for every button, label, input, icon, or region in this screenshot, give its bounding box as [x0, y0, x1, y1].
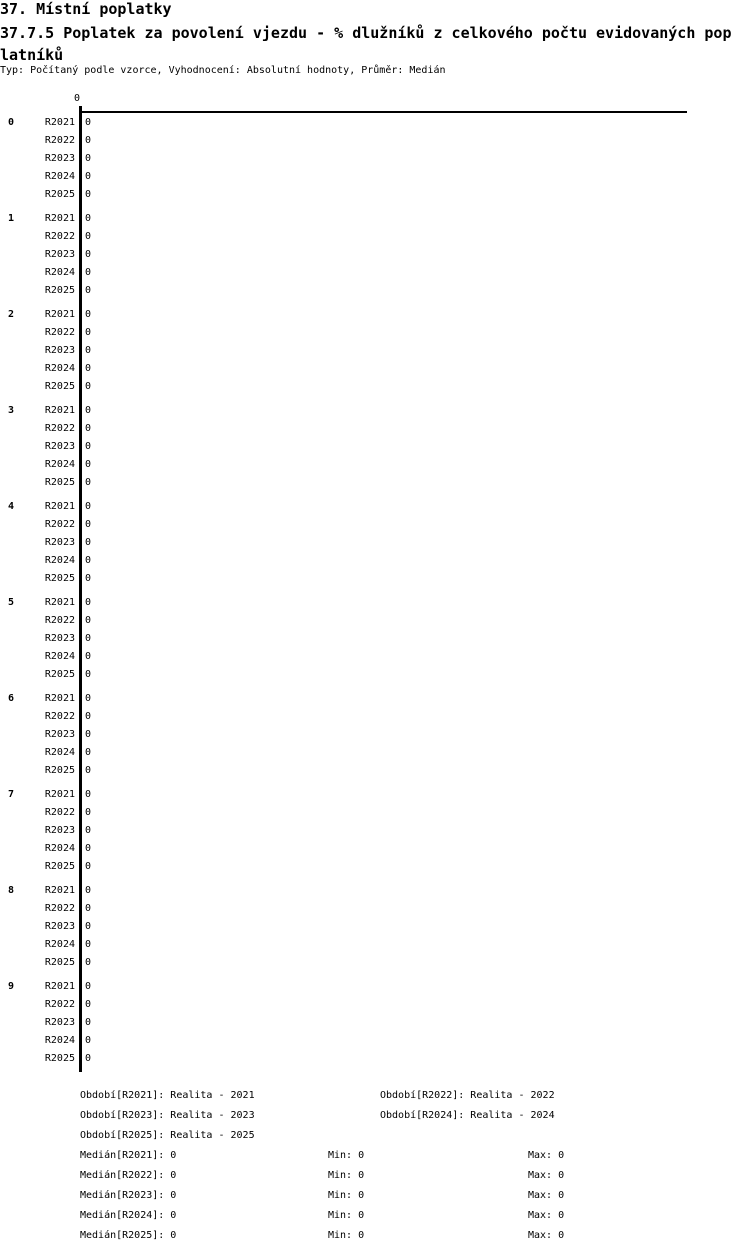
- legend-period-entry: Období[R2024]: Realita - 2024: [380, 1110, 555, 1121]
- stat-max: Max: 0: [528, 1170, 565, 1181]
- bar-value-label: 0: [85, 693, 92, 704]
- bar-value-label: 0: [85, 327, 92, 338]
- period-row-label: R2022: [44, 711, 75, 722]
- chart-row: [0, 150, 750, 168]
- legend-period-entry: Období[R2023]: Realita - 2023: [80, 1110, 255, 1121]
- chart-row: [0, 456, 750, 474]
- chart-row: [0, 474, 750, 492]
- period-row-label: R2024: [44, 651, 75, 662]
- chart-row: [0, 882, 750, 900]
- bar-value-label: 0: [85, 807, 92, 818]
- legend-period-entry: Období[R2021]: Realita - 2021: [80, 1090, 255, 1101]
- period-row-label: R2023: [44, 249, 75, 260]
- chart-row: [0, 210, 750, 228]
- group-label: 7: [8, 789, 15, 800]
- period-row-label: R2024: [44, 171, 75, 182]
- chart-row: [0, 822, 750, 840]
- chart-row: [0, 612, 750, 630]
- bar-value-label: 0: [85, 441, 92, 452]
- period-row-label: R2021: [44, 213, 75, 224]
- bar-value-label: 0: [85, 135, 92, 146]
- period-row-label: R2021: [44, 789, 75, 800]
- period-row-label: R2022: [44, 519, 75, 530]
- bar-value-label: 0: [85, 615, 92, 626]
- period-row-label: R2025: [44, 765, 75, 776]
- chart-row: [0, 744, 750, 762]
- period-row-label: R2023: [44, 345, 75, 356]
- period-row-label: R2024: [44, 747, 75, 758]
- chart-row: [0, 306, 750, 324]
- stat-min: Min: 0: [328, 1210, 365, 1221]
- group-label: 5: [8, 597, 15, 608]
- chart-row: [0, 246, 750, 264]
- bar-value-label: 0: [85, 957, 92, 968]
- bar-value-label: 0: [85, 765, 92, 776]
- period-row-label: R2025: [44, 573, 75, 584]
- bar-value-label: 0: [85, 519, 92, 530]
- legend-period-entry: Období[R2025]: Realita - 2025: [80, 1130, 255, 1141]
- report-section-title: 37. Místní poplatky: [0, 0, 172, 18]
- chart-row: [0, 324, 750, 342]
- period-row-label: R2022: [44, 903, 75, 914]
- bar-value-label: 0: [85, 153, 92, 164]
- period-row-label: R2025: [44, 861, 75, 872]
- chart-row: [0, 1050, 750, 1068]
- chart-row: [0, 840, 750, 858]
- chart-row: [0, 708, 750, 726]
- chart-row: [0, 648, 750, 666]
- period-row-label: R2025: [44, 957, 75, 968]
- bar-value-label: 0: [85, 861, 92, 872]
- chart-row: [0, 978, 750, 996]
- bar-value-label: 0: [85, 729, 92, 740]
- bar-value-label: 0: [85, 633, 92, 644]
- period-row-label: R2023: [44, 153, 75, 164]
- bar-value-label: 0: [85, 939, 92, 950]
- period-row-label: R2024: [44, 363, 75, 374]
- bar-value-label: 0: [85, 825, 92, 836]
- bar-value-label: 0: [85, 117, 92, 128]
- bar-value-label: 0: [85, 669, 92, 680]
- period-row-label: R2023: [44, 633, 75, 644]
- bar-value-label: 0: [85, 1017, 92, 1028]
- chart-row: [0, 516, 750, 534]
- bar-value-label: 0: [85, 267, 92, 278]
- bar-value-label: 0: [85, 501, 92, 512]
- chart-row: [0, 360, 750, 378]
- chart-row: [0, 1014, 750, 1032]
- period-row-label: R2022: [44, 999, 75, 1010]
- period-row-label: R2021: [44, 309, 75, 320]
- bar-value-label: 0: [85, 249, 92, 260]
- stat-median: Medián[R2022]: 0: [80, 1170, 177, 1181]
- chart-row: [0, 228, 750, 246]
- chart-row: [0, 900, 750, 918]
- period-row-label: R2025: [44, 285, 75, 296]
- stat-max: Max: 0: [528, 1150, 565, 1161]
- period-row-label: R2021: [44, 885, 75, 896]
- bar-value-label: 0: [85, 1053, 92, 1064]
- chart-row: [0, 594, 750, 612]
- group-label: 1: [8, 213, 15, 224]
- chart-row: [0, 690, 750, 708]
- chart-row: [0, 996, 750, 1014]
- chart-row: [0, 858, 750, 876]
- bar-value-label: 0: [85, 345, 92, 356]
- bar-value-label: 0: [85, 213, 92, 224]
- chart-row: [0, 498, 750, 516]
- chart-row: [0, 570, 750, 588]
- period-row-label: R2024: [44, 459, 75, 470]
- chart-row: [0, 264, 750, 282]
- stat-median: Medián[R2025]: 0: [80, 1230, 177, 1241]
- group-label: 6: [8, 693, 15, 704]
- chart-row: [0, 1032, 750, 1050]
- bar-value-label: 0: [85, 843, 92, 854]
- bar-value-label: 0: [85, 555, 92, 566]
- period-row-label: R2021: [44, 117, 75, 128]
- report-meta-line: Typ: Počítaný podle vzorce, Vyhodnocení: Absolutní hodnoty, Průměr: Medián: [0, 65, 446, 76]
- stat-median: Medián[R2024]: 0: [80, 1210, 177, 1221]
- x-axis-line: [79, 111, 687, 113]
- chart-row: [0, 114, 750, 132]
- chart-row: [0, 726, 750, 744]
- chart-row: [0, 786, 750, 804]
- bar-value-label: 0: [85, 573, 92, 584]
- period-row-label: R2023: [44, 825, 75, 836]
- period-row-label: R2022: [44, 327, 75, 338]
- period-row-label: R2025: [44, 381, 75, 392]
- stat-min: Min: 0: [328, 1230, 365, 1241]
- chart-row: [0, 378, 750, 396]
- chart-row: [0, 402, 750, 420]
- group-label: 3: [8, 405, 15, 416]
- period-row-label: R2023: [44, 729, 75, 740]
- bar-value-label: 0: [85, 285, 92, 296]
- period-row-label: R2023: [44, 921, 75, 932]
- bar-value-label: 0: [85, 423, 92, 434]
- bar-value-label: 0: [85, 903, 92, 914]
- chart-row: [0, 552, 750, 570]
- period-row-label: R2021: [44, 597, 75, 608]
- bar-value-label: 0: [85, 231, 92, 242]
- group-label: 0: [8, 117, 15, 128]
- chart-row: [0, 804, 750, 822]
- stat-max: Max: 0: [528, 1230, 565, 1241]
- period-row-label: R2021: [44, 501, 75, 512]
- stat-max: Max: 0: [528, 1190, 565, 1201]
- bar-value-label: 0: [85, 651, 92, 662]
- bar-value-label: 0: [85, 789, 92, 800]
- period-row-label: R2025: [44, 477, 75, 488]
- period-row-label: R2024: [44, 1035, 75, 1046]
- stat-max: Max: 0: [528, 1210, 565, 1221]
- x-axis-tick-label: 0: [73, 93, 81, 104]
- bar-value-label: 0: [85, 459, 92, 470]
- bar-value-label: 0: [85, 885, 92, 896]
- period-row-label: R2022: [44, 807, 75, 818]
- chart-row: [0, 954, 750, 972]
- bar-value-label: 0: [85, 405, 92, 416]
- stat-min: Min: 0: [328, 1150, 365, 1161]
- chart-row: [0, 534, 750, 552]
- chart-row: [0, 342, 750, 360]
- stat-min: Min: 0: [328, 1170, 365, 1181]
- period-row-label: R2021: [44, 405, 75, 416]
- stat-min: Min: 0: [328, 1190, 365, 1201]
- bar-value-label: 0: [85, 921, 92, 932]
- chart-row: [0, 762, 750, 780]
- period-row-label: R2024: [44, 843, 75, 854]
- period-row-label: R2023: [44, 1017, 75, 1028]
- bar-value-label: 0: [85, 171, 92, 182]
- period-row-label: R2025: [44, 189, 75, 200]
- chart-row: [0, 186, 750, 204]
- chart-row: [0, 168, 750, 186]
- chart-row: [0, 282, 750, 300]
- period-row-label: R2024: [44, 555, 75, 566]
- chart-row: [0, 420, 750, 438]
- stat-median: Medián[R2021]: 0: [80, 1150, 177, 1161]
- bar-value-label: 0: [85, 711, 92, 722]
- period-row-label: R2023: [44, 537, 75, 548]
- period-row-label: R2024: [44, 939, 75, 950]
- bar-value-label: 0: [85, 537, 92, 548]
- chart-row: [0, 666, 750, 684]
- period-row-label: R2025: [44, 669, 75, 680]
- period-row-label: R2022: [44, 423, 75, 434]
- stat-median: Medián[R2023]: 0: [80, 1190, 177, 1201]
- chart-row: [0, 918, 750, 936]
- period-row-label: R2021: [44, 693, 75, 704]
- report-subtitle: 37.7.5 Poplatek za povolení vjezdu - % dlužníků z celkového počtu evidovaných poplatníků: [0, 24, 732, 64]
- bar-value-label: 0: [85, 999, 92, 1010]
- bar-value-label: 0: [85, 1035, 92, 1046]
- period-row-label: R2022: [44, 615, 75, 626]
- chart-row: [0, 438, 750, 456]
- period-row-label: R2025: [44, 1053, 75, 1064]
- bar-value-label: 0: [85, 189, 92, 200]
- bar-value-label: 0: [85, 981, 92, 992]
- chart-row: [0, 630, 750, 648]
- legend-period-entry: Období[R2022]: Realita - 2022: [380, 1090, 555, 1101]
- period-row-label: R2024: [44, 267, 75, 278]
- chart-row: [0, 132, 750, 150]
- period-row-label: R2023: [44, 441, 75, 452]
- group-label: 4: [8, 501, 15, 512]
- group-label: 2: [8, 309, 15, 320]
- period-row-label: R2022: [44, 231, 75, 242]
- bar-value-label: 0: [85, 363, 92, 374]
- group-label: 8: [8, 885, 15, 896]
- bar-value-label: 0: [85, 597, 92, 608]
- bar-value-label: 0: [85, 747, 92, 758]
- group-label: 9: [8, 981, 15, 992]
- bar-value-label: 0: [85, 477, 92, 488]
- period-row-label: R2022: [44, 135, 75, 146]
- bar-value-label: 0: [85, 381, 92, 392]
- period-row-label: R2021: [44, 981, 75, 992]
- chart-row: [0, 936, 750, 954]
- bar-value-label: 0: [85, 309, 92, 320]
